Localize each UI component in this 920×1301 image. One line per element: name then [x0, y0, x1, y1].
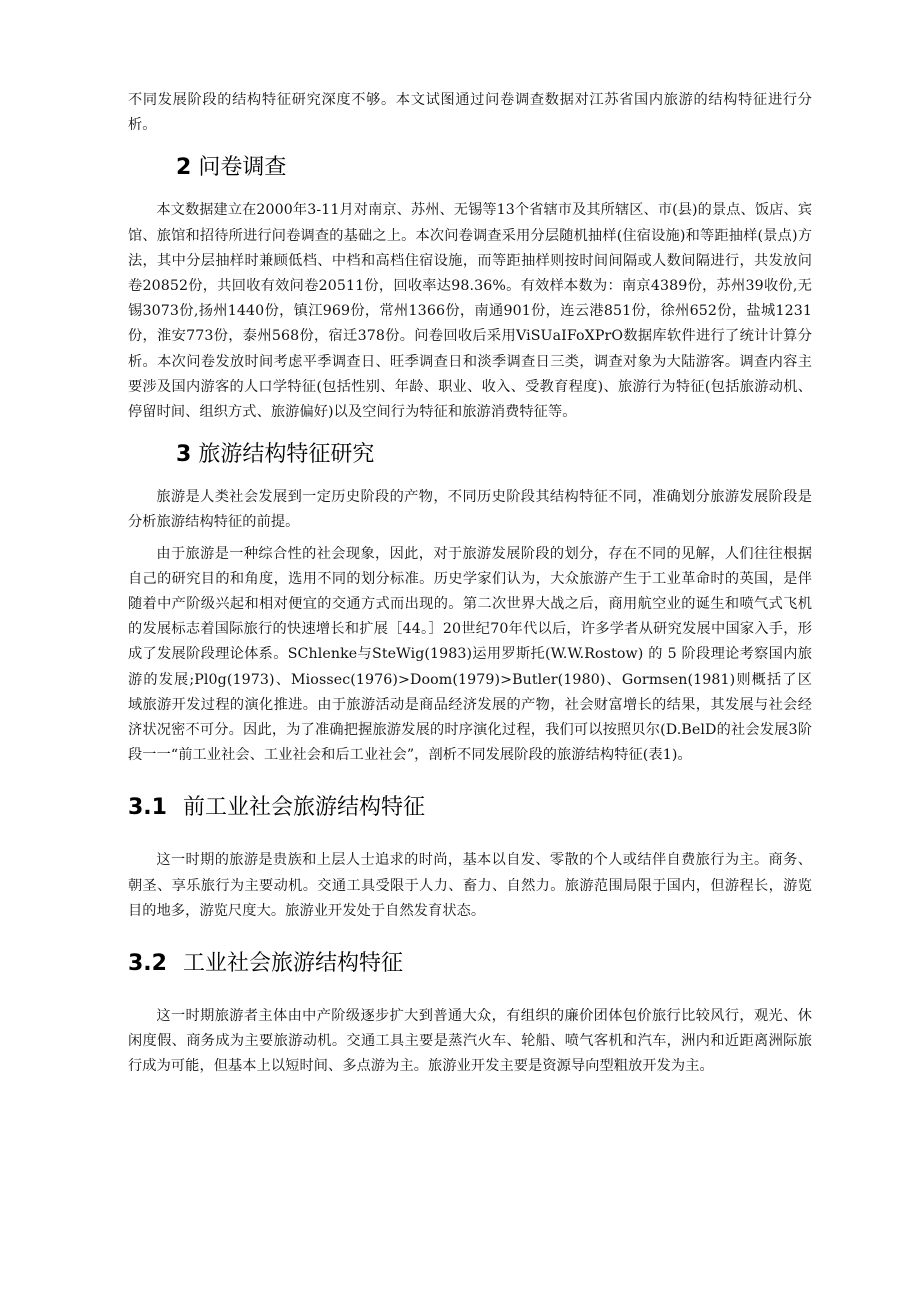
paragraph-intro-continuation: 不同发展阶段的结构特征研究深度不够。本文试图通过问卷调查数据对江苏省国内旅游的结构特征进行分析。	[128, 92, 812, 134]
paragraph-tourism-definition: 旅游是人类社会发展到一定历史阶段的产物，不同历史阶段其结构特征不同，准确划分旅游发展阶段是分析旅游结构特征的前提。	[128, 489, 812, 531]
subsection-number: 3.1	[128, 795, 167, 821]
paragraph-industrial: 这一时期旅游者主体由中产阶级逐步扩大到普通大众，有组织的廉价团体包价旅行比较风行，观光、休闲度假、商务成为主要旅游动机。交通工具主要是蒸汽火车、轮船、喷气客机和汽车，洲内和近距离洲际旅行成为可能，但基本上以短时间、多点游为主。旅游业开发主要是资源导向型粗放开发为主。	[128, 1008, 812, 1075]
section-title: 旅游结构特征研究	[198, 442, 375, 468]
section-number: 2	[176, 155, 192, 181]
section-number: 3	[176, 442, 192, 468]
section-title: 问卷调查	[198, 155, 287, 181]
subsection-heading-3-1	[128, 793, 812, 823]
subsection-number: 3.2	[128, 951, 167, 977]
paragraph-tourism-stages: 由于旅游是一种综合性的社会现象，因此，对于旅游发展阶段的划分，存在不同的见解，人们往往根据自己的研究目的和角度，选用不同的划分标准。历史学家们认为，大众旅游产生于工业革命时的英国，是伴随着中产阶级兴起和相对便宜的交通方式而出现的。第二次世界大战之后，商用航空业的诞生和喷气式飞机的发展标志着国际旅行的快速增长和扩展［44。］20世纪70年代以后，许多学者从研究发展中国家入手，形成了发展阶段理论体系。SChlenke与SteWig(1983)运用罗斯托(W.W.Rostow) 的 5 阶段理论考察国内旅游的发展;Pl0g(1973)、Miossec(1976)>Doom(1979)>Butler(1980)、Gormsen(1981)则概括了区域旅游开发过程的演化推进。由于旅游活动是商品经济发展的产物，社会财富增长的结果，其发展与社会经济状况密不可分。因此，为了准确把握旅游发展的时序演化过程，我们可以按照贝尔(D.BelD的社会发展3阶段一一“前工业社会、工业社会和后工业社会”，剖析不同发展阶段的旅游结构特征(表1)。	[128, 545, 812, 764]
subsection-heading-3-2	[128, 949, 812, 979]
paragraph-pre-industrial: 这一时期的旅游是贵族和上层人士追求的时尚，基本以自发、零散的个人或结伴自费旅行为主。商务、朝圣、享乐旅行为主要动机。交通工具受限于人力、畜力、自然力。旅游范围局限于国内，但游程长，游览目的地多，游览尺度大。旅游业开发处于自然发育状态。	[128, 852, 812, 919]
document-body	[128, 88, 812, 1080]
section-heading-2	[128, 153, 812, 183]
section-heading-3	[128, 440, 812, 470]
paragraph-survey: 本文数据建立在2000年3-11月对南京、苏州、无锡等13个省辖市及其所辖区、市(县)的景点、饭店、宾馆、旅馆和招待所进行问卷调查的基础之上。本次问卷调查采用分层随机抽样(住宿设施)和等距抽样(景点)方法，其中分层抽样时兼顾低档、中档和高档住宿设施，而等距抽样则按时间间隔或人数间隔进行，共发放问卷20852份，共回收有效问卷20511份，回收率达98.36%。有效样本数为：南京4389份，苏州39收份,无锡3073份,扬州1440份，镇江969份，常州1366份，南通901份，连云港851份，徐州652份，盐城1231份，淮安773份，泰州568份，宿迁378份。问卷回收后采用ViSUaIFoXPrO数据库软件进行了统计计算分析。本次问卷发放时间考虑平季调查日、旺季调查日和淡季调查日三类，调查对象为大陆游客。调查内容主要涉及国内游客的人口学特征(包括性别、年龄、职业、收入、受教育程度)、旅游行为特征(包括旅游动机、停留时间、组织方式、旅游偏好)以及空间行为特征和旅游消费特征等。	[128, 202, 812, 421]
subsection-title: 工业社会旅游结构特征	[183, 951, 404, 977]
subsection-title: 前工业社会旅游结构特征	[183, 795, 426, 821]
